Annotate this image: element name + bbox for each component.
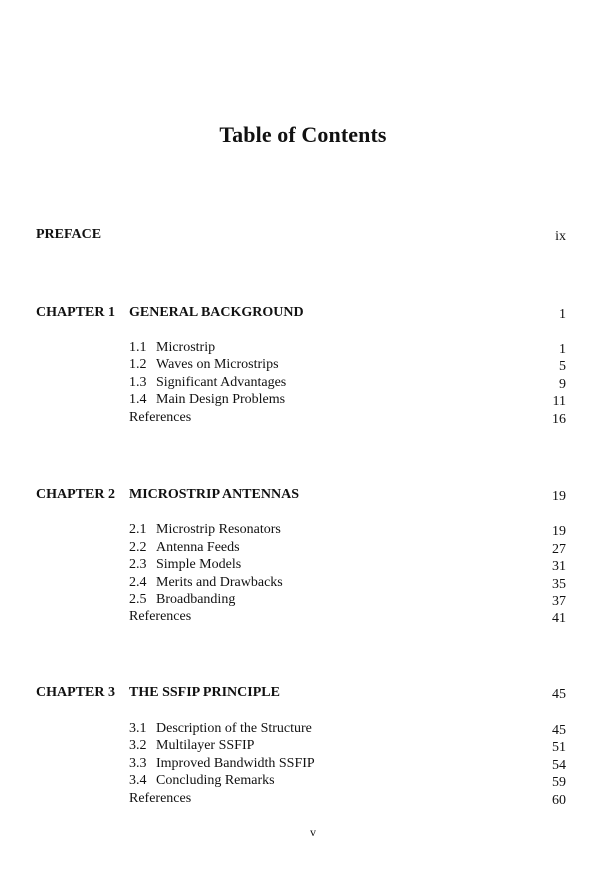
section-title: Description of the Structure — [156, 721, 312, 736]
section-page: 37 — [552, 594, 566, 609]
section-page: 59 — [552, 775, 566, 790]
section-title: Antenna Feeds — [156, 540, 240, 555]
section-page: 51 — [552, 740, 566, 755]
page-title: Table of Contents — [219, 122, 387, 147]
section-page: 19 — [552, 524, 566, 539]
section-title: Main Design Problems — [156, 392, 286, 407]
section-number: 3.4 — [129, 773, 147, 788]
section-number: 1.3 — [129, 375, 147, 390]
section-number: 3.1 — [129, 721, 147, 736]
section-number: 2.3 — [129, 557, 147, 572]
toc-section-row — [129, 721, 312, 737]
toc-section-row — [129, 392, 285, 408]
toc-section-row — [129, 557, 241, 573]
references-label: References — [129, 791, 192, 806]
toc-section-row — [129, 773, 275, 789]
section-title: Waves on Microstrips — [156, 357, 279, 372]
section-page: 1 — [559, 342, 566, 357]
section-title: Improved Bandwidth SSFIP — [156, 756, 315, 771]
section-number: 2.1 — [129, 522, 147, 537]
toc-section-row — [129, 375, 286, 391]
section-page: 27 — [552, 542, 566, 557]
chapter-1-title: GENERAL BACKGROUND — [129, 305, 304, 320]
preface-label: PREFACE — [36, 227, 102, 242]
section-title: Microstrip Resonators — [156, 522, 281, 537]
section-title: Multilayer SSFIP — [156, 738, 255, 753]
chapter-1-page: 1 — [559, 307, 566, 322]
section-title: Microstrip — [156, 340, 216, 355]
toc-section-row — [129, 540, 240, 556]
chapter-3-title: THE SSFIP PRINCIPLE — [129, 685, 280, 700]
section-title: Simple Models — [156, 557, 242, 572]
section-number: 2.5 — [129, 592, 147, 607]
section-number: 1.1 — [129, 340, 147, 355]
section-page: 35 — [552, 577, 566, 592]
section-page: 9 — [559, 377, 566, 392]
section-page: 11 — [552, 394, 566, 409]
section-page: 54 — [552, 758, 566, 773]
section-number: 1.2 — [129, 357, 147, 372]
toc-section-row — [129, 592, 235, 608]
section-title: Merits and Drawbacks — [156, 575, 283, 590]
references-page: 16 — [552, 412, 566, 427]
section-number: 3.2 — [129, 738, 147, 753]
preface-page: ix — [555, 229, 566, 244]
toc-section-row — [129, 522, 281, 538]
toc-section-row — [129, 738, 254, 754]
section-number: 3.3 — [129, 756, 147, 771]
chapter-3-label: CHAPTER 3 — [36, 685, 115, 700]
references-label: References — [129, 609, 192, 624]
chapter-2-label: CHAPTER 2 — [36, 487, 115, 502]
section-page: 45 — [552, 723, 566, 738]
chapter-1-label: CHAPTER 1 — [36, 305, 115, 320]
section-number: 2.4 — [129, 575, 147, 590]
section-page: 5 — [559, 359, 566, 374]
toc-section-row — [129, 340, 215, 356]
section-title: Concluding Remarks — [156, 773, 275, 788]
references-page: 41 — [552, 611, 566, 626]
chapter-2-page: 19 — [552, 489, 566, 504]
section-number: 1.4 — [129, 392, 147, 407]
references-label: References — [129, 410, 192, 425]
footer-page-number: v — [310, 825, 316, 839]
section-page: 31 — [552, 559, 566, 574]
chapter-3-page: 45 — [552, 687, 566, 702]
section-number: 2.2 — [129, 540, 147, 555]
chapter-2-title: MICROSTRIP ANTENNAS — [129, 487, 299, 502]
toc-section-row — [129, 756, 315, 772]
section-title: Broadbanding — [156, 592, 236, 607]
toc-section-row — [129, 575, 283, 591]
toc-section-row — [129, 357, 279, 373]
references-page: 60 — [552, 793, 566, 808]
section-title: Significant Advantages — [156, 375, 287, 390]
